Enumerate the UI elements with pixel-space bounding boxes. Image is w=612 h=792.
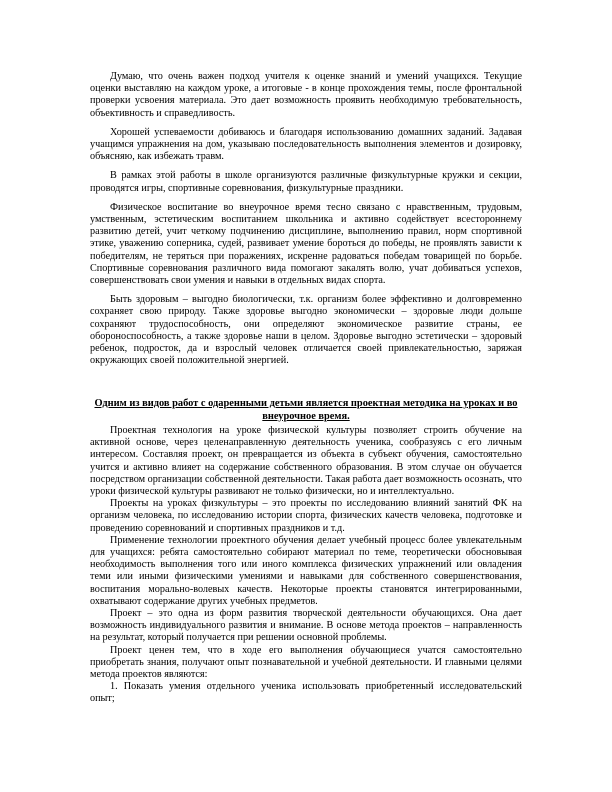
section-project-method [90,398,522,706]
paragraph: В рамках этой работы в школе организуются различные физкультурные кружки и секции, проводятся игры, спортивные соревнования, физкультурные праздники. [90,170,522,194]
paragraph: Применение технологии проектного обучения делает учебный процесс более увлекательным для учащихся: ребята самостоятельно собирают материал по теме, теоретически обосновывая необходимость выполнения того или иного комплекса физических упражнений или овладения теми или иными физическими умениями и навыками для собственного совершенствования, воспитания морально-волевых качеств. Некоторые проекты становятся интегрированными, охватывают содержание других учебных предметов. [90,534,522,607]
section-heading: Одним из видов работ с одаренными детьми является проектная методика на уроках и во внеурочное время. [94,398,518,422]
paragraph: Проект – это одна из форм развития творческой деятельности обучающихся. Она дает возможность индивидуального развития и внимание. В основе метода проектов – направленность на результат, который получается при решении основной проблемы. [90,608,522,644]
paragraph: Проекты на уроках физкультуры – это проекты по исследованию влияний занятий ФК на организм человека, по исследованию истории спорта, физических качеств человека, подготовке и проведению соревнований и спортивных праздников и т.д. [90,498,522,534]
paragraph: Думаю, что очень важен подход учителя к оценке знаний и умений учащихся. Текущие оценки выставляю на каждом уроке, а итоговые - в конце прохождения темы, после фронтальной проверки усвоения материала. Это дает возможность проявить необходимую требовательность, объективность и справедливость. [90,71,522,119]
paragraph: Проектная технология на уроке физической культуры позволяет строить обучение на активной основе, через целенаправленную деятельность ученика, сообразуясь с его личным интересом. Составляя проект, он превращается из объекта в субъект обучения, самостоятельно учится и активно влияет на содержание собственного образования. В этом случае он обучается посредством организации собственной деятельности. Такая работа дает возможность осознать, что уроки физической культуры развивают не только физически, но и интеллектуально. [90,425,522,498]
paragraph: Быть здоровым – выгодно биологически, т.к. организм более эффективно и долговременно сохраняет свою природу. Также здоровье выгодно экономически – здоровые люди дольше сохраняют трудоспособность, они определяют экономическое развитие страны, ее обороноспособность, а также здоровье наши в целом. Здоровье выгодно эстетически – здоровый ребенок, подросток, да и взрослый человек отличается своей привлекательностью, заряжая окружающих своей положительной энергией. [90,294,522,367]
paragraph: Физическое воспитание во внеурочное время тесно связано с нравственным, трудовым, умственным, эстетическим воспитанием школьника и активно содействует всестороннему развитию детей, учит четкому подчинению дисциплине, выполнению правил, норм спортивной этике, уважению соперника, судей, развивает умение бороться до победы, не проявлять зависти к победителям, не теряться при поражениях, искренне радоваться победам товарищей по борьбе. Спортивные соревнования различного вида помогают закалять волю, учат добиваться успехов, совершенствовать свои умения и навыки в отдельных видах спорта. [90,201,522,287]
list-item: 1. Показать умения отдельного ученика использовать приобретенный исследовательский опыт; [90,681,522,705]
paragraph: Хорошей успеваемости добиваюсь и благодаря использованию домашних заданий. Задавая учащимся упражнения на дом, указываю последовательность выполнения элементов и дозировку, объясняю, как избежать травм. [90,126,522,163]
section-intro [90,71,522,367]
paragraph: Проект ценен тем, что в ходе его выполнения обучающиеся учатся самостоятельно приобретать знания, получают опыт познавательной и учебной деятельности. И главными целями метода проектов являются: [90,644,522,681]
